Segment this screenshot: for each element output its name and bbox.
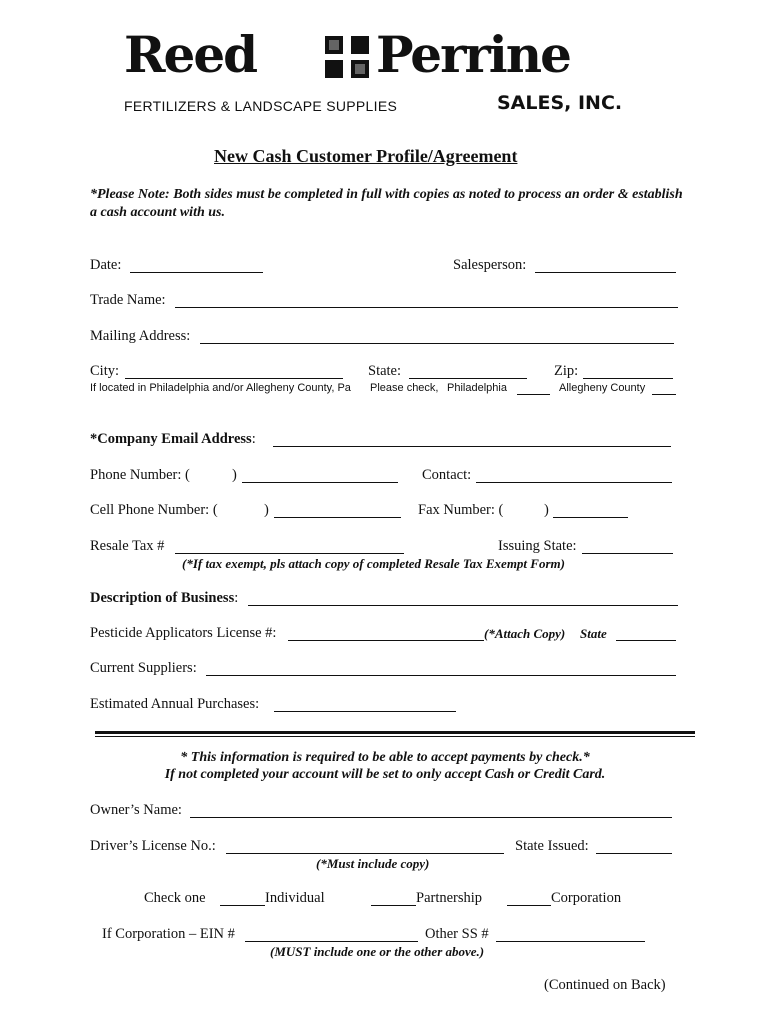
fax-field[interactable] xyxy=(553,517,628,518)
company-email-label xyxy=(90,431,256,448)
state-issued-label: State Issued: xyxy=(515,838,589,854)
phone-field[interactable] xyxy=(242,482,398,483)
cell-phone-field[interactable] xyxy=(274,517,401,518)
page-title: New Cash Customer Profile/Agreement xyxy=(214,146,518,166)
check-one-label: Check one xyxy=(144,890,206,906)
description-label xyxy=(90,590,238,607)
company-email-colon: : xyxy=(251,431,256,447)
owners-name-field[interactable] xyxy=(190,817,672,818)
mailing-address-field[interactable] xyxy=(200,343,674,344)
cell-phone-label: Cell Phone Number: ( xyxy=(90,502,218,518)
logo-sales-inc: SALES, INC. xyxy=(497,92,623,114)
description-text: Description of Business xyxy=(90,590,235,606)
date-field[interactable] xyxy=(130,272,263,273)
fax-label: Fax Number: ( xyxy=(418,502,504,518)
pesticide-field[interactable] xyxy=(288,640,484,641)
current-suppliers-label: Current Suppliers: xyxy=(90,660,197,676)
corporation-check[interactable] xyxy=(507,905,551,906)
section-divider-thin xyxy=(95,736,695,737)
allegheny-label: Allegheny County xyxy=(559,382,646,394)
ein-field[interactable] xyxy=(245,941,418,942)
must-include-one: (MUST include one or the other above.) xyxy=(270,944,485,959)
cell-paren-close: ) xyxy=(264,502,269,518)
tax-exempt-note: (*If tax exempt, pls attach copy of completed Resale Tax Exempt Form) xyxy=(182,556,565,571)
logo-emblem-icon xyxy=(323,34,371,80)
annual-purchases-field[interactable] xyxy=(274,711,456,712)
individual-label: Individual xyxy=(265,890,325,906)
mailing-address-label: Mailing Address: xyxy=(90,328,191,344)
philadelphia-label: Philadelphia xyxy=(447,382,507,394)
description-field[interactable] xyxy=(248,605,678,606)
trade-name-label: Trade Name: xyxy=(90,292,166,308)
check-info-line1: * This information is required to be able to accept payments by check.* xyxy=(180,750,590,765)
drivers-license-field[interactable] xyxy=(226,853,504,854)
state-label: State: xyxy=(368,363,402,379)
must-include-copy: (*Must include copy) xyxy=(316,856,430,871)
company-email-field[interactable] xyxy=(273,446,671,447)
continued-on-back: (Continued on Back) xyxy=(544,977,666,993)
logo-reed: Reed xyxy=(124,25,257,84)
pesticide-state-field[interactable] xyxy=(616,640,676,641)
salesperson-field[interactable] xyxy=(535,272,676,273)
logo-tagline: FERTILIZERS & LANDSCAPE SUPPLIES xyxy=(124,98,398,114)
company-email-text: *Company Email Address xyxy=(90,431,252,447)
trade-name-field[interactable] xyxy=(175,307,678,308)
description-colon: : xyxy=(234,590,239,606)
city-label: City: xyxy=(90,363,120,379)
other-ss-field[interactable] xyxy=(496,941,645,942)
salesperson-label: Salesperson: xyxy=(453,257,527,273)
zip-field[interactable] xyxy=(583,378,673,379)
philadelphia-check[interactable] xyxy=(517,394,550,395)
please-check-label: Please check, xyxy=(370,382,439,394)
corporation-label: Corporation xyxy=(551,890,622,906)
owners-name-label: Owner’s Name: xyxy=(90,802,182,818)
other-ss-label: Other SS # xyxy=(425,926,489,942)
pesticide-state-label: State xyxy=(580,626,607,641)
date-label: Date: xyxy=(90,257,122,273)
contact-field[interactable] xyxy=(476,482,672,483)
partnership-check[interactable] xyxy=(371,905,416,906)
phone-paren-close: ) xyxy=(232,467,237,483)
attach-copy-note: (*Attach Copy) xyxy=(484,626,566,641)
partnership-label: Partnership xyxy=(416,890,483,906)
section-divider-thick xyxy=(95,731,695,734)
allegheny-check[interactable] xyxy=(652,394,676,395)
resale-tax-field[interactable] xyxy=(175,553,404,554)
check-info-line2: If not completed your account will be set to only accept Cash or Credit Card. xyxy=(164,767,606,782)
logo-perrine: Perrine xyxy=(376,25,570,84)
phone-label: Phone Number: ( xyxy=(90,467,190,483)
pesticide-label: Pesticide Applicators License #: xyxy=(90,625,277,641)
contact-label: Contact: xyxy=(422,467,472,483)
please-note: *Please Note: Both sides must be completed in full with copies as noted to process an order & establish a cash account with us. xyxy=(90,187,683,220)
individual-check[interactable] xyxy=(220,905,265,906)
drivers-license-label: Driver’s License No.: xyxy=(90,838,216,854)
annual-purchases-label: Estimated Annual Purchases: xyxy=(90,696,260,712)
fax-paren-close: ) xyxy=(544,502,549,518)
state-field[interactable] xyxy=(409,378,527,379)
issuing-state-field[interactable] xyxy=(582,553,673,554)
state-issued-field[interactable] xyxy=(596,853,672,854)
current-suppliers-field[interactable] xyxy=(206,675,676,676)
issuing-state-label: Issuing State: xyxy=(498,538,577,554)
located-note: If located in Philadelphia and/or Allegheny County, Pa xyxy=(90,382,351,394)
resale-tax-label: Resale Tax # xyxy=(90,538,165,554)
city-field[interactable] xyxy=(125,378,343,379)
zip-label: Zip: xyxy=(554,363,579,379)
ein-label: If Corporation – EIN # xyxy=(102,926,235,942)
